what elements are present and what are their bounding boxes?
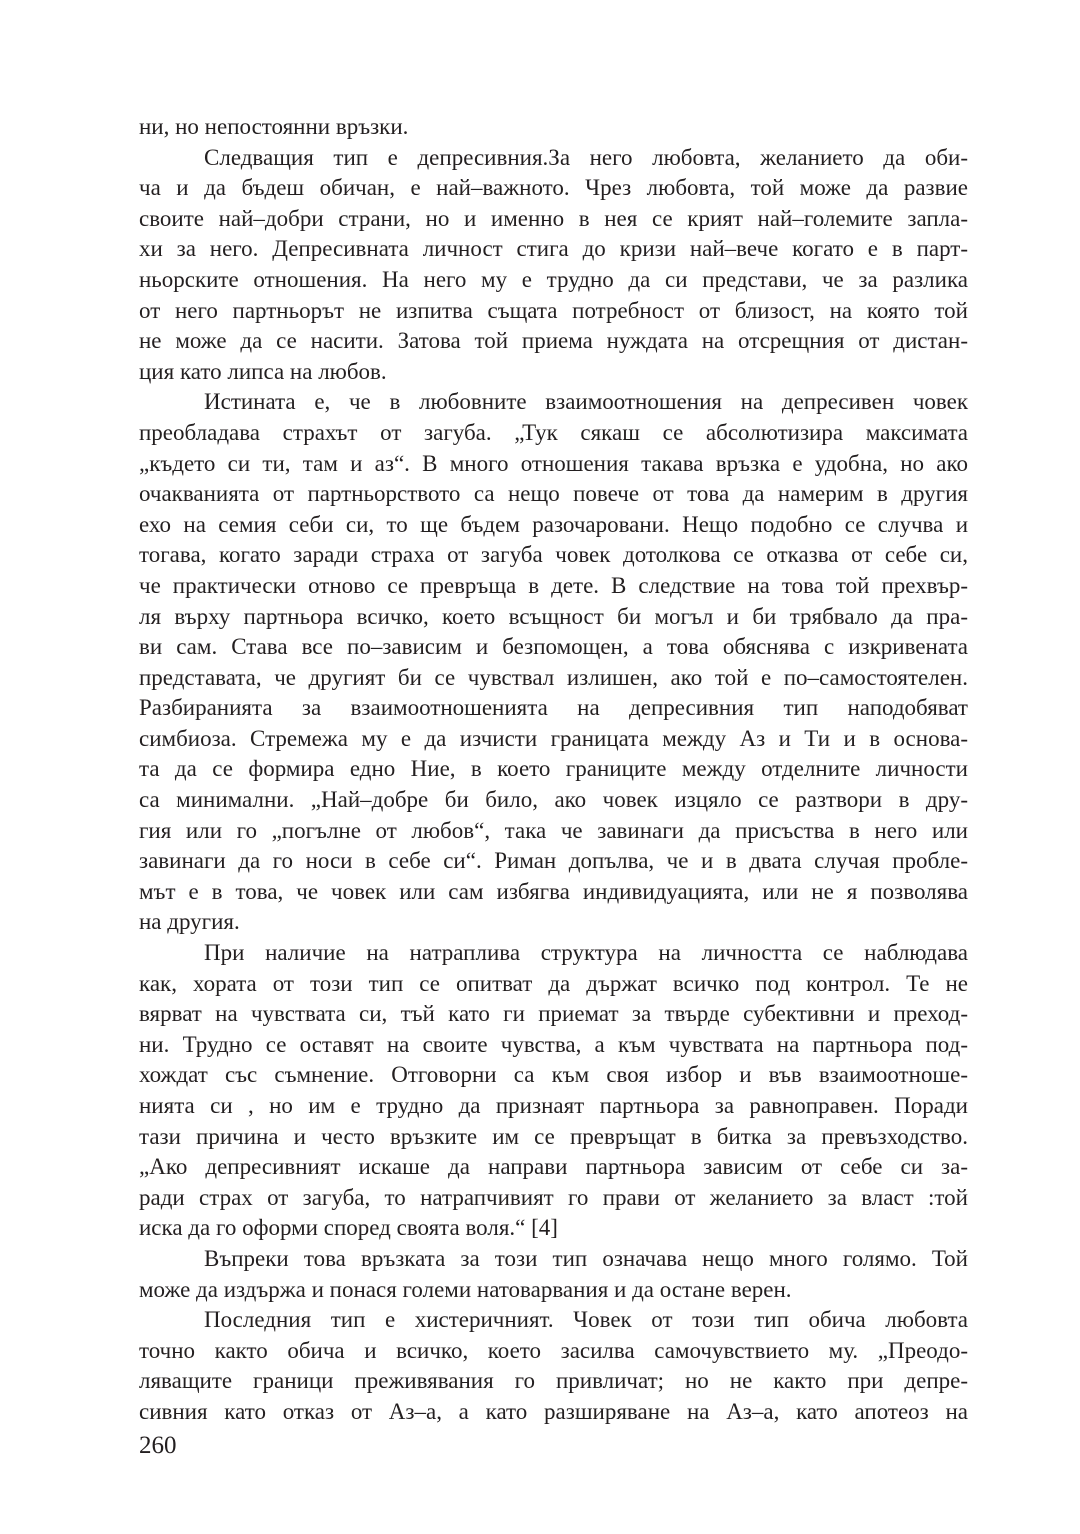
text-line: не може да се насити. Затова той приема нуждата на отсрещния от дистан- bbox=[139, 328, 968, 354]
text-line: иска да го оформи според своята воля.“ [4] bbox=[139, 1215, 558, 1241]
text-line: Следващия тип е депресивния.За него любовта, желанието да оби- bbox=[204, 144, 968, 170]
text-line: При наличие на натраплива структура на личността се наблюдава bbox=[204, 940, 968, 966]
text-line: Разбиранията за взаимоотношенията на депресивния тип наподобяват bbox=[139, 695, 968, 721]
text-line: ради страх от загуба, то натрапчивият го прави от желанието за власт :той bbox=[139, 1184, 968, 1210]
text-line: на другия. bbox=[139, 909, 240, 935]
text-line: тази причина и често връзките им се превръщат в битка за превъзходство. bbox=[139, 1123, 968, 1149]
text-line: преобладава страхът от загуба. „Тук сякаш се абсолютизира максимата bbox=[139, 419, 968, 445]
page-body bbox=[139, 112, 968, 1428]
text-line: ви сам. Става все по–зависим и безпомощен, а това обяснява с изкривената bbox=[139, 634, 968, 660]
text-line: ни, но непостоянни връзки. bbox=[139, 114, 409, 139]
paragraph bbox=[139, 938, 968, 1244]
text-line: ехо на семия себи си, то ще бъдем разочаровани. Нещо подобно се случва и bbox=[139, 511, 968, 537]
paragraph bbox=[139, 387, 968, 938]
paragraph bbox=[139, 1244, 968, 1305]
text-line: нията си , но им е трудно да признаят партньора за равноправен. Поради bbox=[139, 1093, 968, 1118]
text-line: Последния тип е хистеричният. Човек от този тип обича любовта bbox=[204, 1307, 968, 1333]
text-line: хождат със съмнение. Отговорни са към своя избор и във взаимоотноше- bbox=[139, 1062, 968, 1088]
text-line: точно както обича и всичко, което засилва самочувствието му. „Преодо- bbox=[139, 1337, 968, 1363]
paragraph bbox=[139, 112, 968, 143]
text-line: своите най–добри страни, но и именно в нея се крият най–големите запла- bbox=[139, 205, 968, 231]
text-line: очакванията от партньорството са нещо повече от това да намерим в другия bbox=[139, 481, 968, 507]
text-line: от него партньорът не изпитва същата потребност от близост, на която той bbox=[139, 297, 968, 323]
text-line: хи за него. Депресивната личност стига до кризи най–вече когато е в парт- bbox=[139, 236, 968, 262]
text-line: ньорските отношения. На него му е трудно да си представи, че за разлика bbox=[139, 266, 968, 292]
text-line: ча и да бъдеш обичан, е най–важното. Чрез любовта, той може да развие bbox=[139, 175, 968, 201]
text-line: гия или го „погълне от любов“, така че завинаги да присъства в него или bbox=[139, 817, 968, 843]
text-line: „където си ти, там и аз“. В много отношения такава връзка е удобна, но ако bbox=[139, 450, 968, 476]
text-line: как, хората от този тип се опитват да държат всичко под контрол. Те не bbox=[139, 970, 968, 996]
text-line: са минимални. „Най–добре би било, ако човек изцяло се разтвори в дру- bbox=[139, 787, 968, 813]
paragraph bbox=[139, 1305, 968, 1427]
text-line: може да издържа и понася големи натоварвания и да остане верен. bbox=[139, 1276, 792, 1302]
text-line: ни. Трудно се оставят на своите чувства, а към чувствата на партньора под- bbox=[139, 1031, 968, 1057]
text-line: Въпреки това връзката за този тип означава нещо много голямо. Той bbox=[204, 1245, 968, 1271]
text-line: ля върху партньора всичко, което всъщност би могъл и би трябвало да пра- bbox=[139, 603, 968, 629]
paragraph bbox=[139, 143, 968, 388]
text-line: симбиоза. Стремежа му е да изчисти границата между Аз и Ти и в основа- bbox=[139, 725, 968, 751]
text-line: представата, че другият би се чувствал излишен, ако той е по–самостоятелен. bbox=[139, 664, 968, 690]
text-line: ляващите граници преживявания го привличат; но не както при депре- bbox=[139, 1368, 968, 1394]
text-line: завинаги да го носи в себе си“. Риман допълва, че и в двата случая пробле- bbox=[139, 848, 968, 874]
text-line: Истината е, че в любовните взаимоотношения на депресивен човек bbox=[204, 389, 968, 415]
text-line: „Ако депресивният искаше да направи партньора зависим от себе си за- bbox=[139, 1154, 968, 1180]
text-line: че практически отново се превръща в дете. В следствие на това той прехвър- bbox=[139, 572, 968, 598]
text-line: ция като липса на любов. bbox=[139, 358, 387, 384]
text-line: вярват на чувствата си, тъй като ги приемат за твърде субективни и преход- bbox=[139, 1001, 968, 1027]
page-number: 260 bbox=[139, 1432, 177, 1459]
text-line: мът е в това, че човек или сам избягва индивидуацията, или не я позволява bbox=[139, 878, 968, 904]
text-line: сивния като отказ от Аз–а, а като разширяване на Аз–а, като апотеоз на bbox=[139, 1398, 968, 1424]
text-line: та да се формира едно Ние, в което границите между отделните личности bbox=[139, 756, 968, 782]
text-line: тогава, когато заради страха от загуба човек дотолкова се отказва от себе си, bbox=[139, 542, 968, 568]
